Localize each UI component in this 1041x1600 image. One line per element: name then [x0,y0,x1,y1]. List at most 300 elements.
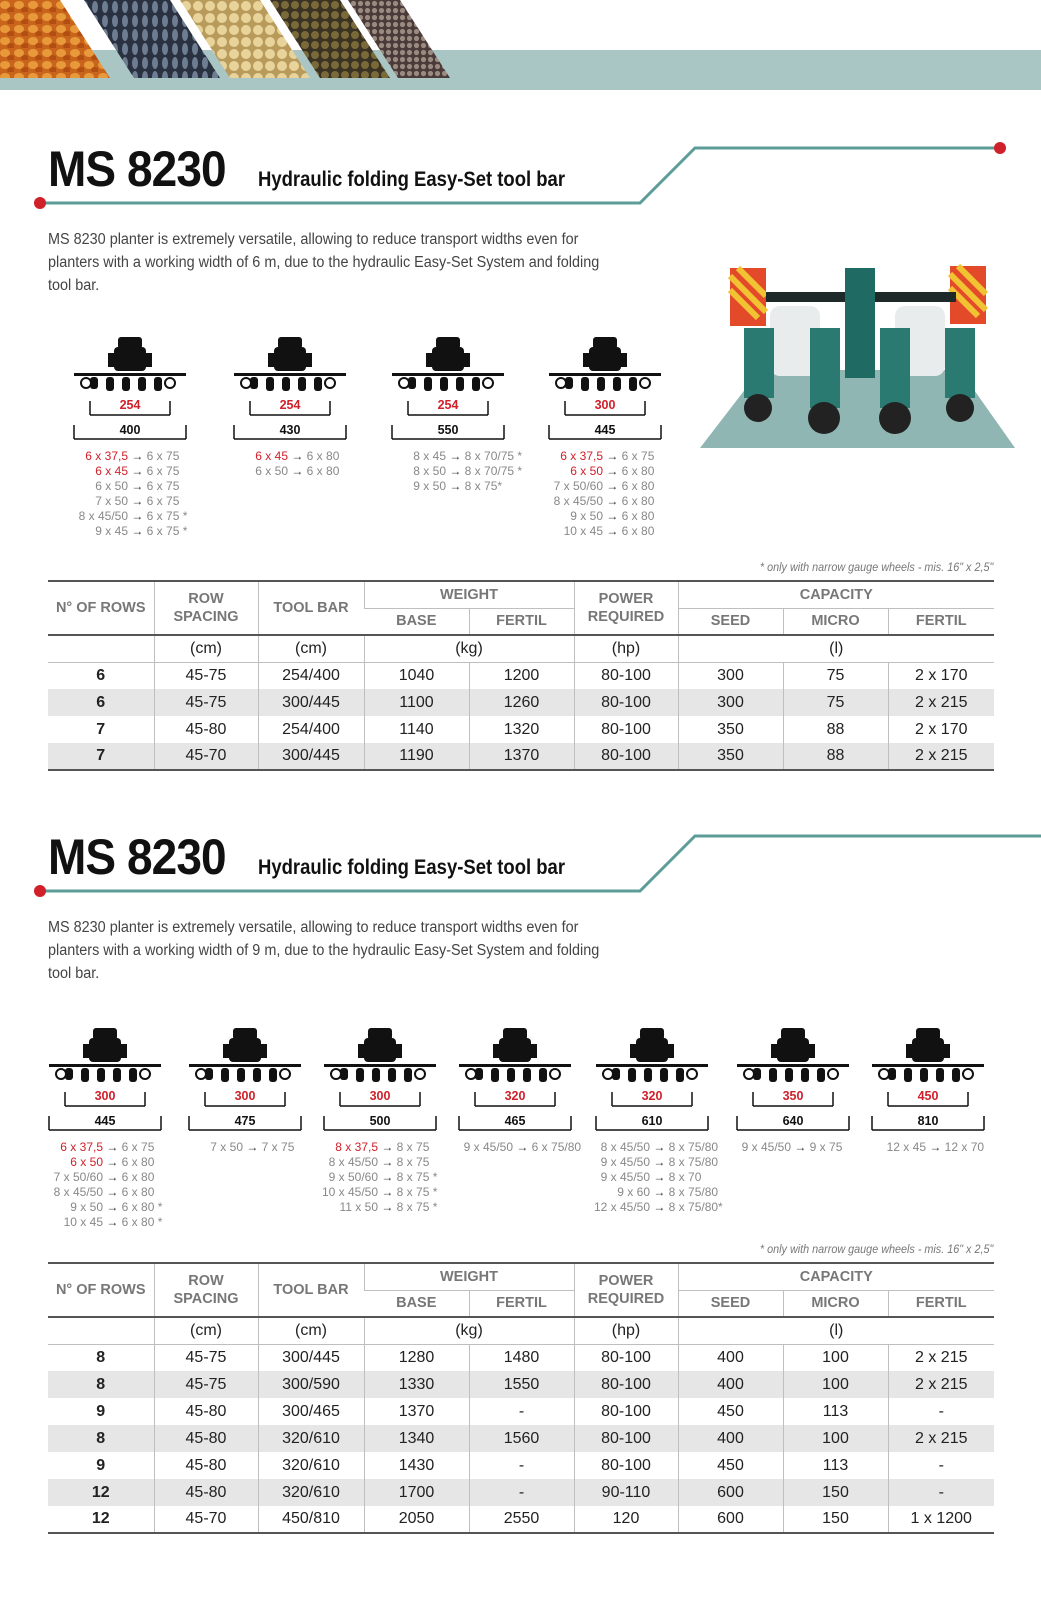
header-power: POWER REQUIRED [574,581,678,635]
combination-from: 12 x 45/50 [593,1200,650,1214]
row-combinations [733,1140,842,1155]
arrow-right-icon: → [446,449,465,463]
table-cell: - [469,1398,574,1425]
table-row [48,1479,994,1506]
combination-to: 6 x 80 [621,509,655,523]
arrow-right-icon: → [603,509,622,523]
outer-width-label: 400 [119,423,141,437]
header-seed: SEED [678,608,783,635]
table-row [48,1371,994,1398]
combination-item [320,1185,437,1200]
combination-from: 6 x 45 [255,449,288,463]
combination-to: 8 x 70/75 * [464,449,523,463]
table-cell: 300 [678,662,783,689]
combination-item [388,464,522,479]
table-cell: - [469,1479,574,1506]
inner-width-label: 350 [782,1089,804,1103]
combination-to: 6 x 80 [121,1185,155,1199]
header-row-spacing: ROW SPACING [154,1263,258,1317]
inner-width-label: 320 [504,1089,526,1103]
combination-to: 6 x 75 * [146,509,188,523]
combination-item [45,1170,162,1185]
combination-item [185,1140,294,1155]
layout-figure [388,335,523,493]
table-cell: - [888,1479,994,1506]
combination-item [70,509,187,524]
combination-item [45,1185,162,1200]
arrow-right-icon: → [128,494,147,508]
combination-item [45,1215,162,1230]
arrow-right-icon: → [446,464,465,478]
table-cell: 254/400 [258,662,364,689]
arrow-right-icon: → [288,464,307,478]
table-cell: 400 [678,1371,783,1398]
header-banner [0,0,1041,92]
combination-item [545,479,654,494]
table-cell: 45-80 [154,716,258,743]
header-capacity: CAPACITY [678,1263,994,1290]
combination-item [592,1140,723,1155]
combination-to: 8 x 75 * [396,1200,438,1214]
section-9m [0,828,1041,1588]
table-cell: 1320 [469,716,574,743]
arrow-right-icon: → [378,1170,397,1184]
combination-to: 8 x 75/80 [668,1140,719,1154]
combination-from: 9 x 45/50 [741,1140,791,1154]
row-combinations [592,1140,723,1215]
table-cell: 400 [678,1344,783,1371]
combination-item [545,449,654,464]
arrow-right-icon: → [128,479,147,493]
unit-cell [48,1317,154,1344]
table-cell: 400 [678,1425,783,1452]
combination-from: 9 x 45/50 [600,1155,650,1169]
arrow-right-icon: → [650,1155,669,1169]
table-cell: 75 [783,689,888,716]
table-cell: 1430 [364,1452,469,1479]
table-cell: 1280 [364,1344,469,1371]
combination-to: 6 x 80 * [121,1215,163,1229]
combination-from: 6 x 37,5 [560,449,603,463]
row-combinations [455,1140,581,1155]
table-cell: 300/590 [258,1371,364,1398]
unit-cell: (l) [678,1317,994,1344]
combination-item [388,449,522,464]
arrow-right-icon: → [128,509,147,523]
arrow-right-icon: → [603,524,622,538]
inner-width-label: 450 [917,1089,939,1103]
header-base: BASE [364,1290,469,1317]
inner-width-label: 300 [94,1089,116,1103]
combination-to: 8 x 75 * [396,1170,438,1184]
inner-width-label: 254 [437,398,459,412]
footnote: * only with narrow gauge wheels - mis. 16" x 2,5" [759,560,993,574]
table-cell: 2 x 215 [888,743,994,770]
table-cell: 45-75 [154,689,258,716]
table-cell: 1140 [364,716,469,743]
table-cell: 80-100 [574,716,678,743]
combination-from: 9 x 60 [617,1185,650,1199]
combination-to: 6 x 75 [621,449,655,463]
unit-cell [48,635,154,662]
combination-from: 8 x 45/50 [53,1185,103,1199]
arrow-right-icon: → [650,1185,669,1199]
planter-layout-icon [868,1026,988,1088]
combination-to: 6 x 75 [121,1140,155,1154]
seed-stripes-image [0,0,460,78]
table-cell: 6 [96,666,106,684]
header-base: BASE [364,608,469,635]
combination-item [455,1140,581,1155]
combination-item [592,1185,723,1200]
spec-table [48,1262,994,1534]
table-cell: 100 [783,1344,888,1371]
combination-to: 6 x 80 * [121,1200,163,1214]
unit-cell: (hp) [574,1317,678,1344]
row-combinations [545,449,654,539]
table-cell: 1370 [469,743,574,770]
table-cell: 1560 [469,1425,574,1452]
outer-width-label: 640 [782,1114,804,1128]
inner-width-label: 300 [234,1089,256,1103]
combination-to: 6 x 75 [146,449,180,463]
header-rows: N° OF ROWS [48,1263,154,1317]
table-cell: 88 [783,716,888,743]
combination-item [70,524,187,539]
footnote: * only with narrow gauge wheels - mis. 16" x 2,5" [759,1242,993,1256]
combination-item [230,449,339,464]
table-cell: 1190 [364,743,469,770]
table-cell: 320/610 [258,1452,364,1479]
arrow-right-icon: → [288,449,307,463]
table-cell: 100 [783,1425,888,1452]
table-cell: 1330 [364,1371,469,1398]
table-cell: 75 [783,662,888,689]
table-cell: 12 [48,1479,154,1506]
table-cell: 150 [783,1506,888,1533]
arrow-right-icon: → [603,494,622,508]
header-fertil: FERTIL [469,1290,574,1317]
table-cell: 113 [783,1398,888,1425]
table-cell: 80-100 [574,689,678,716]
unit-cell: (cm) [258,1317,364,1344]
table-cell: 1 x 1200 [888,1506,994,1533]
planter-layout-icon [592,1026,712,1088]
table-cell: 450/810 [258,1506,364,1533]
table-cell: 80-100 [574,1452,678,1479]
table-cell: 2 x 215 [888,689,994,716]
arrow-right-icon: → [603,464,622,478]
table-cell: 8 [96,1348,106,1366]
layout-figure [230,335,350,478]
combination-from: 9 x 45/50 [600,1170,650,1184]
layout-figure [733,1026,853,1154]
arrow-right-icon: → [446,479,465,493]
table-row [48,1452,994,1479]
model-subtitle: Hydraulic folding Easy-Set tool bar [258,168,566,191]
combination-from: 8 x 37,5 [335,1140,378,1154]
table-cell: 80-100 [574,1398,678,1425]
table-cell: 150 [783,1479,888,1506]
table-cell: 45-80 [154,1425,258,1452]
combination-from: 9 x 50 [413,479,446,493]
table-cell: 8 [48,1425,154,1452]
planter-layout-icon [230,335,350,397]
table-cell: 80-100 [574,1425,678,1452]
planter-layout-icon [320,1026,440,1088]
header-capacity-fertil: FERTIL [888,608,994,635]
combination-from: 6 x 37,5 [60,1140,103,1154]
table-cell: 80-100 [574,743,678,770]
inner-width-label: 300 [369,1089,391,1103]
combination-item [592,1170,723,1185]
table-cell: 45-80 [154,1398,258,1425]
planter-layout-icon [185,1026,305,1088]
combination-to: 6 x 75 [146,479,180,493]
combination-item [70,494,187,509]
table-cell: 1550 [469,1371,574,1398]
combination-to: 6 x 80 [621,494,655,508]
unit-cell: (hp) [574,635,678,662]
arrow-right-icon: → [128,524,147,538]
layout-figure [545,335,665,538]
arrow-right-icon: → [603,449,622,463]
table-cell: 1040 [364,662,469,689]
arrow-right-icon: → [103,1215,122,1229]
combination-from: 7 x 50 [210,1140,243,1154]
table-cell: 600 [678,1506,783,1533]
combination-to: 6 x 80 [121,1155,155,1169]
layout-figure [185,1026,305,1154]
table-cell: 120 [574,1506,678,1533]
table-cell: 113 [783,1452,888,1479]
table-cell: 300/465 [258,1398,364,1425]
description: MS 8230 planter is extremely versatile, allowing to reduce transport widths even for planters with a working width of 9 m, due to the hydraulic Easy-Set System and folding tool bar. [48,919,600,982]
arrow-right-icon: → [103,1170,122,1184]
row-combinations [320,1140,437,1215]
outer-width-label: 500 [369,1114,391,1128]
combination-item [545,494,654,509]
row-combinations [230,449,339,479]
table-cell: 45-70 [154,743,258,770]
outer-width-label: 465 [504,1114,526,1128]
model-subtitle: Hydraulic folding Easy-Set tool bar [258,856,566,879]
description: MS 8230 planter is extremely versatile, allowing to reduce transport widths even for planters with a working width of 6 m, due to the hydraulic Easy-Set System and folding tool bar. [48,231,600,294]
table-cell: 350 [678,716,783,743]
table-cell: 2 x 170 [888,662,994,689]
combination-from: 11 x 50 [339,1200,378,1214]
table-cell: 320/610 [258,1479,364,1506]
combination-to: 6 x 80 [306,464,340,478]
table-cell: - [469,1452,574,1479]
layout-figure [70,335,190,538]
table-cell: 100 [783,1371,888,1398]
table-cell: 2050 [364,1506,469,1533]
table-cell: 450 [678,1398,783,1425]
model-title: MS 8230 [48,141,226,197]
combination-item [70,479,187,494]
table-cell: 300/445 [258,689,364,716]
combination-to: 8 x 70 [668,1170,702,1184]
table-cell: - [888,1398,994,1425]
table-cell: 80-100 [574,1371,678,1398]
combination-from: 6 x 37,5 [85,449,128,463]
arrow-right-icon: → [378,1185,397,1199]
outer-width-label: 810 [917,1114,939,1128]
outer-width-label: 445 [594,423,616,437]
table-cell: 45-80 [154,1452,258,1479]
header-weight: WEIGHT [364,581,574,608]
planter-layout-icon [388,335,508,397]
combination-item [388,479,522,494]
combination-from: 9 x 50 [570,509,603,523]
table-cell: 320/610 [258,1425,364,1452]
planter-layout-icon [45,1026,165,1088]
combination-to: 7 x 75 [261,1140,295,1154]
combination-from: 6 x 50 [570,464,603,478]
outer-width-label: 475 [234,1114,256,1128]
combination-from: 12 x 45 [886,1140,926,1154]
combination-item [45,1155,162,1170]
outer-width-label: 610 [641,1114,663,1128]
table-row [48,743,994,770]
table-cell: 45-75 [154,1371,258,1398]
combination-to: 6 x 80 [621,464,655,478]
combination-from: 6 x 45 [95,464,128,478]
combination-to: 6 x 75 * [146,524,188,538]
planter-layout-icon [455,1026,575,1088]
table-cell: 6 [48,689,154,716]
table-row [48,1425,994,1452]
table-cell: 7 [96,720,106,738]
spec-table [48,580,994,771]
layout-figure [320,1026,440,1214]
table-row [48,1398,994,1425]
arrow-right-icon: → [926,1140,945,1154]
outer-width-label: 445 [94,1114,116,1128]
combination-from: 8 x 45/50 [600,1140,650,1154]
table-cell: 45-70 [154,1506,258,1533]
header-fertil: FERTIL [469,608,574,635]
arrow-right-icon: → [103,1155,122,1169]
combination-to: 6 x 80 [621,479,655,493]
table-cell: 1480 [469,1344,574,1371]
combination-to: 8 x 75* [464,479,503,493]
header-micro: MICRO [783,608,888,635]
table-row [48,662,994,689]
row-combinations [45,1140,162,1230]
combination-to: 8 x 75 [396,1155,430,1169]
row-combinations [388,449,522,494]
combination-from: 9 x 45/50 [463,1140,513,1154]
row-combinations [185,1140,294,1155]
layout-figure [868,1026,988,1154]
table-cell: 450 [678,1452,783,1479]
arrow-right-icon: → [378,1200,397,1214]
combination-item [45,1200,162,1215]
planter-photo [700,258,1015,458]
arrow-right-icon: → [128,464,147,478]
arrow-right-icon: → [103,1185,122,1199]
table-row [48,1506,994,1533]
combination-from: 6 x 50 [95,479,128,493]
combination-from: 6 x 50 [255,464,288,478]
unit-cell: (cm) [154,635,258,662]
combination-item [320,1155,437,1170]
unit-cell: (kg) [364,1317,574,1344]
header-weight: WEIGHT [364,1263,574,1290]
arrow-right-icon: → [103,1200,122,1214]
outer-width-label: 430 [279,423,301,437]
combination-to: 8 x 75/80* [668,1200,723,1214]
combination-from: 8 x 50 [413,464,446,478]
combination-to: 8 x 70/75 * [464,464,523,478]
planter-layout-icon [70,335,190,397]
table-cell: 1700 [364,1479,469,1506]
header-capacity: CAPACITY [678,581,994,608]
combination-to: 12 x 70 [944,1140,985,1154]
combination-to: 6 x 75 [146,494,180,508]
unit-cell: (cm) [154,1317,258,1344]
combination-to: 6 x 75 [146,464,180,478]
combination-to: 6 x 75/80 [531,1140,582,1154]
row-combinations [868,1140,984,1155]
inner-width-label: 300 [594,398,616,412]
unit-cell: (kg) [364,635,574,662]
combination-to: 6 x 80 [121,1170,155,1184]
combination-to: 6 x 80 [306,449,340,463]
table-cell: 300 [678,689,783,716]
table-cell: 2 x 170 [888,716,994,743]
arrow-right-icon: → [103,1140,122,1154]
table-cell: 2 x 215 [888,1344,994,1371]
table-cell: 7 [48,743,154,770]
combination-item [592,1155,723,1170]
inner-width-label: 254 [119,398,141,412]
table-cell: 1260 [469,689,574,716]
table-cell: 600 [678,1479,783,1506]
combination-item [230,464,339,479]
header-power: POWER REQUIRED [574,1263,678,1317]
table-cell: 2550 [469,1506,574,1533]
header-seed: SEED [678,1290,783,1317]
header-row-spacing: ROW SPACING [154,581,258,635]
arrow-right-icon: → [378,1155,397,1169]
combination-from: 9 x 50 [70,1200,103,1214]
table-cell: 1100 [364,689,469,716]
combination-item [868,1140,984,1155]
combination-item [320,1170,437,1185]
arrow-right-icon: → [378,1140,397,1154]
table-cell: 2 x 215 [888,1371,994,1398]
combination-to: 6 x 80 [621,524,655,538]
combination-to: 9 x 75 [809,1140,843,1154]
table-row [48,689,994,716]
table-cell: 80-100 [574,662,678,689]
table-cell: 12 [48,1506,154,1533]
header-capacity-fertil: FERTIL [888,1290,994,1317]
unit-cell: (cm) [258,635,364,662]
combination-item [320,1140,437,1155]
combination-from: 8 x 45 [413,449,446,463]
table-cell: 254/400 [258,716,364,743]
arrow-right-icon: → [650,1140,669,1154]
arrow-right-icon: → [791,1140,810,1154]
layout-figure [592,1026,723,1214]
layout-figure [455,1026,582,1154]
combination-item [592,1200,723,1215]
unit-cell: (l) [678,635,994,662]
